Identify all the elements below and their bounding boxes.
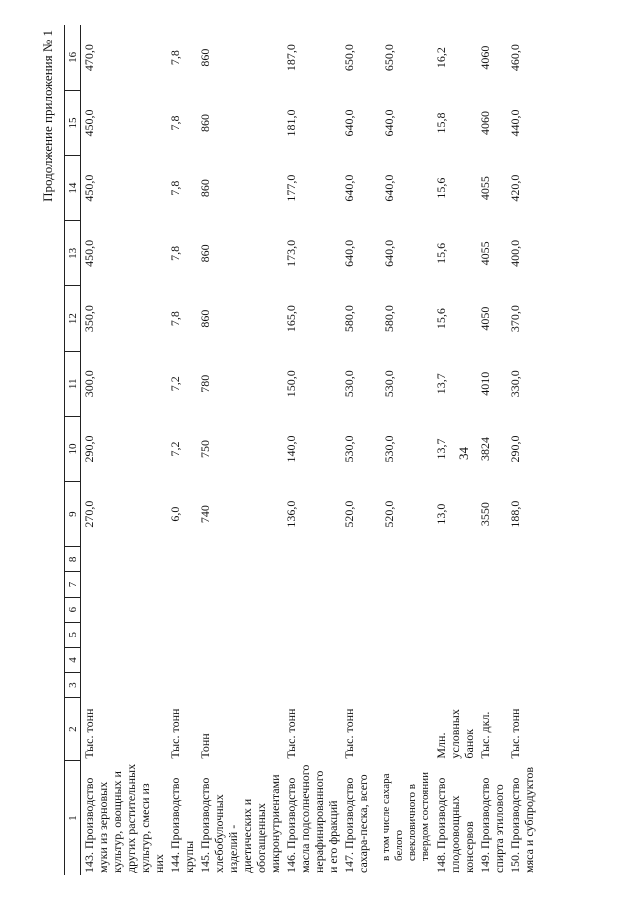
value: 13,7 — [434, 373, 448, 395]
value-cell — [341, 597, 433, 622]
value-cell — [477, 25, 507, 90]
page-number: 34 — [456, 447, 471, 460]
value-cell — [507, 647, 537, 672]
value-cell — [283, 572, 341, 597]
value-cell — [507, 572, 537, 597]
value-cell — [341, 547, 433, 572]
value-cell — [167, 416, 197, 481]
value-cell — [167, 673, 197, 698]
column-header-6: 6 — [65, 597, 81, 622]
value-cell — [81, 221, 168, 286]
value: 370,0 — [508, 305, 522, 333]
value-cell — [197, 622, 283, 647]
value-cell — [433, 351, 477, 416]
value-cell — [507, 622, 537, 647]
value: 181,0 — [284, 109, 298, 137]
value-cell — [477, 90, 507, 155]
value: 177,0 — [284, 174, 298, 202]
value: 780 — [198, 374, 212, 393]
value-cell — [81, 156, 168, 221]
value-cell — [283, 482, 341, 547]
value: 450,0 — [82, 174, 96, 202]
value-cell — [433, 482, 477, 547]
value: 860 — [198, 309, 212, 328]
unit-cell: Тонн — [198, 733, 212, 759]
indicator-name: Производство сахара-песка, всего — [342, 774, 370, 873]
value-cell — [433, 416, 477, 481]
value: 530,0 — [342, 435, 356, 463]
value-cell — [283, 673, 341, 698]
column-header-8: 8 — [65, 547, 81, 572]
value: 15,6 — [434, 177, 448, 199]
value: 860 — [198, 179, 212, 198]
value-cell — [283, 622, 341, 647]
value-cell — [477, 547, 507, 572]
value-cell — [283, 286, 341, 351]
table-row — [341, 25, 433, 875]
indicator-name: Производство муки из зерновых культур, овощных и других растительных культур, смеси из них — [82, 763, 166, 873]
value: 7,2 — [168, 441, 182, 457]
column-header-16: 16 — [65, 25, 81, 90]
value-cell — [167, 597, 197, 622]
value-cell — [81, 572, 168, 597]
value-cell — [341, 622, 433, 647]
indicator-name: Производство плодоовощных консервов — [434, 777, 476, 873]
row-number: 146. — [284, 852, 298, 873]
value-cell — [167, 221, 197, 286]
value-cell — [477, 673, 507, 698]
value-cell — [433, 597, 477, 622]
row-number: 148. — [434, 852, 448, 873]
column-header-5: 5 — [65, 622, 81, 647]
indicator-name-cell — [507, 761, 537, 875]
indicator-name-cell — [167, 761, 197, 875]
value-cell — [507, 286, 537, 351]
sub-value: 580,0 — [382, 305, 396, 333]
value: 450,0 — [82, 239, 96, 267]
value-cell — [81, 286, 168, 351]
value: 140,0 — [284, 435, 298, 463]
value: 15,6 — [434, 308, 448, 330]
value: 440,0 — [508, 109, 522, 137]
indicator-name: Производство спирта этилового — [478, 777, 506, 873]
value-cell — [433, 221, 477, 286]
value-cell — [197, 416, 283, 481]
value-cell — [167, 286, 197, 351]
sub-value: 640,0 — [382, 109, 396, 137]
column-header-1: 1 — [65, 761, 81, 875]
value: 7,8 — [168, 50, 182, 66]
value-cell — [507, 597, 537, 622]
value-cell — [283, 351, 341, 416]
sub-value: 530,0 — [382, 435, 396, 463]
column-header-9: 9 — [65, 482, 81, 547]
value-cell — [81, 673, 168, 698]
value: 187,0 — [284, 44, 298, 72]
value-cell — [197, 673, 283, 698]
value-cell — [477, 156, 507, 221]
value-cell — [477, 482, 507, 547]
value: 290,0 — [508, 435, 522, 463]
unit-cell: Тыс. тонн — [82, 708, 96, 759]
value-cell — [197, 156, 283, 221]
value-cell — [477, 416, 507, 481]
column-header-7: 7 — [65, 572, 81, 597]
value: 13,7 — [434, 438, 448, 460]
indicator-name-cell — [477, 761, 507, 875]
value: 6,0 — [168, 506, 182, 522]
value-cell — [341, 572, 433, 597]
value-cell — [507, 547, 537, 572]
value: 860 — [198, 48, 212, 67]
value-cell — [197, 25, 283, 90]
column-header-2: 2 — [65, 698, 81, 761]
value-cell — [507, 156, 537, 221]
value: 860 — [198, 113, 212, 132]
value: 3824 — [478, 436, 492, 461]
row-number: 150. — [508, 852, 522, 873]
value-cell — [81, 547, 168, 572]
value-cell — [433, 673, 477, 698]
value: 188,0 — [508, 500, 522, 528]
column-header-4: 4 — [65, 647, 81, 672]
value-cell — [341, 25, 433, 90]
sub-value: 530,0 — [382, 370, 396, 398]
header-row — [65, 25, 81, 875]
table-body — [81, 25, 538, 875]
table-row — [167, 25, 197, 875]
value: 4055 — [478, 241, 492, 266]
value-cell — [197, 286, 283, 351]
column-header-14: 14 — [65, 156, 81, 221]
column-header-15: 15 — [65, 90, 81, 155]
indicator-name-cell — [283, 761, 341, 875]
column-header-11: 11 — [65, 351, 81, 416]
value: 15,8 — [434, 112, 448, 134]
column-header-12: 12 — [65, 286, 81, 351]
unit-cell: Тыс. тонн — [284, 708, 298, 759]
unit-cell: Тыс. тонн — [508, 708, 522, 759]
value: 650,0 — [342, 44, 356, 72]
value-cell — [167, 25, 197, 90]
value: 4060 — [478, 45, 492, 70]
value-cell — [283, 221, 341, 286]
value-cell — [167, 647, 197, 672]
value-cell — [283, 90, 341, 155]
value: 270,0 — [82, 500, 96, 528]
table-row — [433, 25, 477, 875]
value: 460,0 — [508, 44, 522, 72]
value-cell — [477, 622, 507, 647]
column-header-3: 3 — [65, 673, 81, 698]
indicator-subname: в том числе сахара белого свекловичного в твердом состоянии — [380, 772, 431, 861]
value: 290,0 — [82, 435, 96, 463]
value: 330,0 — [508, 370, 522, 398]
value: 640,0 — [342, 239, 356, 267]
value-cell — [81, 647, 168, 672]
value-cell — [341, 673, 433, 698]
row-number: 143. — [82, 852, 96, 873]
value-cell — [197, 351, 283, 416]
table-row — [477, 25, 507, 875]
value: 750 — [198, 439, 212, 458]
row-number: 149. — [478, 852, 492, 873]
value-cell — [167, 156, 197, 221]
value: 7,2 — [168, 376, 182, 392]
value-cell — [341, 221, 433, 286]
value-cell — [433, 90, 477, 155]
value-cell — [197, 572, 283, 597]
value: 165,0 — [284, 305, 298, 333]
value: 580,0 — [342, 305, 356, 333]
value: 13,0 — [434, 503, 448, 525]
value-cell — [341, 416, 433, 481]
value: 4010 — [478, 371, 492, 396]
value: 7,8 — [168, 245, 182, 261]
value-cell — [167, 572, 197, 597]
indicator-name: Производство крупы — [168, 777, 196, 873]
value-cell — [507, 482, 537, 547]
value-cell — [167, 482, 197, 547]
indicator-name: Производство мяса и субпродуктов — [508, 766, 536, 873]
sub-value: 640,0 — [382, 239, 396, 267]
value-cell — [81, 597, 168, 622]
value: 450,0 — [82, 109, 96, 137]
column-header-10: 10 — [65, 416, 81, 481]
value: 640,0 — [342, 109, 356, 137]
value-cell — [341, 286, 433, 351]
table-row — [283, 25, 341, 875]
row-number: 147. — [342, 852, 356, 873]
value-cell — [167, 90, 197, 155]
value-cell — [197, 597, 283, 622]
value: 860 — [198, 244, 212, 263]
value-cell — [341, 647, 433, 672]
value-cell — [507, 221, 537, 286]
value-cell — [433, 622, 477, 647]
value: 4055 — [478, 176, 492, 201]
value-cell — [341, 156, 433, 221]
value-cell — [433, 286, 477, 351]
value-cell — [477, 286, 507, 351]
value-cell — [81, 90, 168, 155]
unit-cell: Тыс. дкл. — [478, 711, 492, 759]
value: 3550 — [478, 502, 492, 527]
value-cell — [507, 25, 537, 90]
value-cell — [477, 597, 507, 622]
value-cell — [197, 547, 283, 572]
value: 7,8 — [168, 180, 182, 196]
value-cell — [433, 547, 477, 572]
value-cell — [477, 351, 507, 416]
value-cell — [283, 547, 341, 572]
value-cell — [477, 647, 507, 672]
value: 530,0 — [342, 370, 356, 398]
value: 350,0 — [82, 305, 96, 333]
value-cell — [433, 647, 477, 672]
value-cell — [507, 90, 537, 155]
indicator-name-cell — [341, 761, 433, 875]
sub-value: 520,0 — [382, 500, 396, 528]
value-cell — [341, 482, 433, 547]
value-cell — [507, 416, 537, 481]
row-number: 145. — [198, 852, 212, 873]
indicator-name-cell — [433, 761, 477, 875]
value-cell — [81, 416, 168, 481]
value: 300,0 — [82, 370, 96, 398]
value-cell — [341, 90, 433, 155]
sub-value: 640,0 — [382, 174, 396, 202]
value: 136,0 — [284, 500, 298, 528]
unit-cell: Тыс. тонн — [168, 708, 182, 759]
value-cell — [167, 622, 197, 647]
value: 420,0 — [508, 174, 522, 202]
value-cell — [477, 221, 507, 286]
value-cell — [283, 597, 341, 622]
table-row — [197, 25, 283, 875]
value: 150,0 — [284, 370, 298, 398]
table-row — [507, 25, 537, 875]
indicator-name-cell — [197, 761, 283, 875]
value: 15,6 — [434, 242, 448, 264]
value-cell — [81, 25, 168, 90]
unit-cell: Млн. условных банок — [434, 709, 476, 759]
value: 7,8 — [168, 311, 182, 327]
value-cell — [197, 647, 283, 672]
value: 520,0 — [342, 500, 356, 528]
value-cell — [197, 90, 283, 155]
value-cell — [197, 482, 283, 547]
table-row — [81, 25, 168, 875]
value: 640,0 — [342, 174, 356, 202]
value: 400,0 — [508, 239, 522, 267]
indicators-table — [64, 25, 537, 875]
sub-value: 650,0 — [382, 44, 396, 72]
value-cell — [81, 622, 168, 647]
value-cell — [477, 572, 507, 597]
value: 740 — [198, 505, 212, 524]
indicator-name-cell — [81, 761, 168, 875]
value-cell — [283, 25, 341, 90]
value: 470,0 — [82, 44, 96, 72]
value-cell — [433, 156, 477, 221]
value-cell — [81, 482, 168, 547]
value: 7,8 — [168, 115, 182, 131]
value: 16,2 — [434, 47, 448, 69]
value-cell — [433, 25, 477, 90]
value: 4060 — [478, 110, 492, 135]
appendix-title: Продолжение приложения № 1 — [40, 30, 55, 202]
value-cell — [433, 572, 477, 597]
value: 4050 — [478, 306, 492, 331]
value-cell — [283, 647, 341, 672]
value-cell — [283, 416, 341, 481]
unit-cell: Тыс. тонн — [342, 708, 356, 759]
value-cell — [341, 351, 433, 416]
value: 173,0 — [284, 239, 298, 267]
value-cell — [81, 351, 168, 416]
value-cell — [283, 156, 341, 221]
row-number: 144. — [168, 852, 182, 873]
value-cell — [197, 221, 283, 286]
value-cell — [507, 351, 537, 416]
value-cell — [167, 351, 197, 416]
indicator-name: Производство хлебобулочных изделий - диетических и обогащенных микронутриентами — [198, 774, 282, 873]
indicator-name: Производство масла подсолнечного нерафинированного и его фракций — [284, 764, 340, 873]
value-cell — [507, 673, 537, 698]
value-cell — [167, 547, 197, 572]
column-header-13: 13 — [65, 221, 81, 286]
